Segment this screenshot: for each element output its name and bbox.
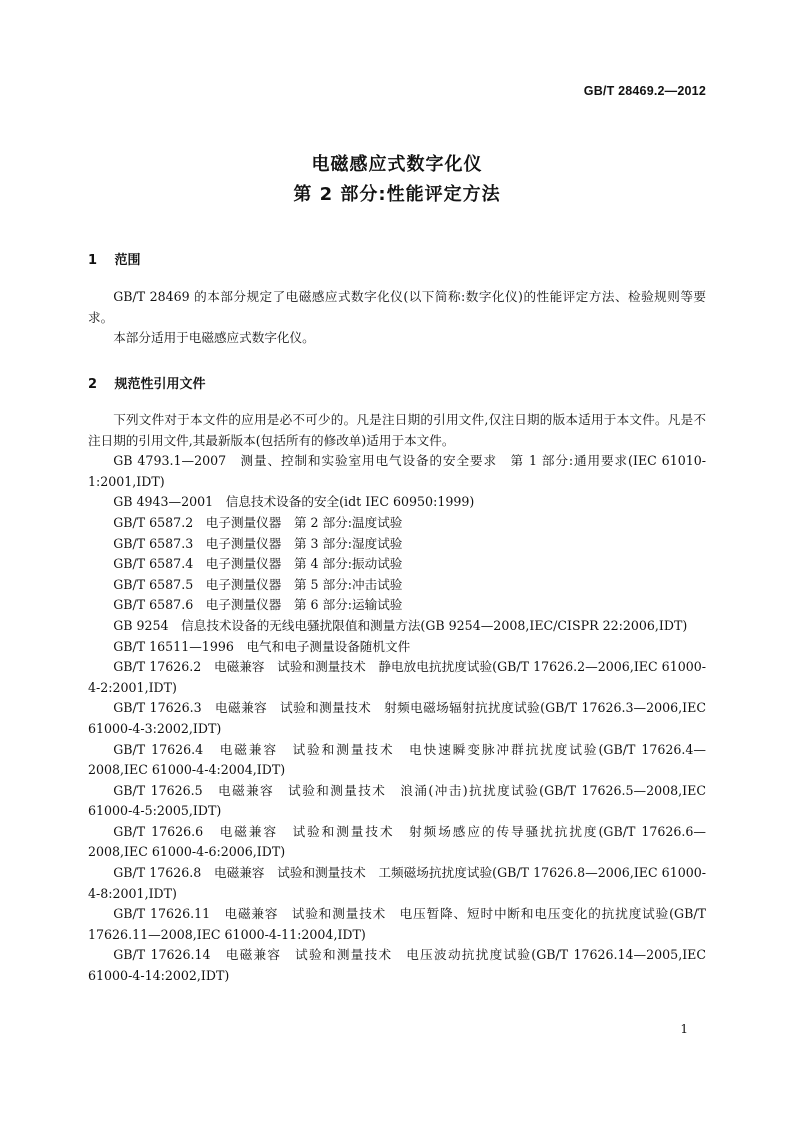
section-number: 2 [88, 377, 98, 392]
section-title: 规范性引用文件 [114, 377, 206, 392]
section-2-heading [88, 373, 206, 392]
reference-item: GB 4793.1—2007 测量、控制和实验室用电气设备的安全要求 第 1 部分:通用要求(IEC 61010-1:2001,IDT) [88, 453, 706, 489]
reference-item: GB/T 17626.4 电磁兼容 试验和测量技术 电快速瞬变脉冲群抗扰度试验(GB/T 17626.4—2008,IEC 61000-4-4:2004,IDT) [88, 741, 706, 778]
reference-item: GB/T 17626.8 电磁兼容 试验和测量技术 工频磁场抗扰度试验(GB/T 17626.8—2006,IEC 61000-4-8:2001,IDT) [88, 865, 706, 901]
reference-item: GB 4943—2001 信息技术设备的安全(idt IEC 60950:1999) [113, 494, 475, 510]
section-1-heading [88, 249, 141, 268]
reference-item: GB/T 6587.6 电子测量仪器 第 6 部分:运输试验 [113, 597, 403, 613]
reference-item: GB/T 6587.2 电子测量仪器 第 2 部分:温度试验 [113, 514, 403, 530]
paragraph: 下列文件对于本文件的应用是必不可少的。凡是注日期的引用文件,仅注日期的版本适用于本文件。凡是不注日期的引用文件,其最新版本(包括所有的修改单)适用于本文件。 [88, 412, 706, 448]
paragraph: GB/T 28469 的本部分规定了电磁感应式数字化仪(以下简称:数字化仪)的性能评定方法、检验规则等要求。 [88, 289, 706, 325]
reference-item: GB/T 17626.5 电磁兼容 试验和测量技术 浪涌(冲击)抗扰度试验(GB/T 17626.5—2008,IEC 61000-4-5:2005,IDT) [88, 782, 706, 819]
section-number: 1 [88, 253, 98, 268]
reference-item: GB/T 17626.3 电磁兼容 试验和测量技术 射频电磁场辐射抗扰度试验(GB/T 17626.3—2006,IEC 61000-4-3:2002,IDT) [88, 700, 706, 736]
paragraph: 本部分适用于电磁感应式数字化仪。 [113, 330, 315, 346]
section-2-body [88, 410, 706, 987]
section-title: 范围 [114, 253, 141, 268]
reference-item: GB/T 16511—1996 电气和电子测量设备随机文件 [113, 638, 411, 654]
reference-item: GB/T 17626.2 电磁兼容 试验和测量技术 静电放电抗扰度试验(GB/T 17626.2—2006,IEC 61000-4-2:2001,IDT) [88, 659, 706, 695]
reference-item: GB/T 6587.3 电子测量仪器 第 3 部分:湿度试验 [113, 535, 403, 551]
standard-code: GB/T 28469.2—2012 [583, 84, 706, 98]
reference-item: GB/T 17626.14 电磁兼容 试验和测量技术 电压波动抗扰度试验(GB/T 17626.14—2005,IEC 61000-4-14:2002,IDT) [88, 947, 706, 984]
document-title: 电磁感应式数字化仪 [311, 154, 483, 175]
reference-item: GB/T 17626.6 电磁兼容 试验和测量技术 射频场感应的传导骚扰抗扰度(GB/T 17626.6—2008,IEC 61000-4-6:2006,IDT) [88, 823, 706, 860]
page-number: 1 [680, 1022, 688, 1036]
reference-item: GB/T 6587.4 电子测量仪器 第 4 部分:振动试验 [113, 556, 403, 572]
section-1-body [88, 287, 706, 349]
reference-item: GB/T 6587.5 电子测量仪器 第 5 部分:冲击试验 [113, 576, 403, 592]
reference-item: GB/T 17626.11 电磁兼容 试验和测量技术 电压暂降、短时中断和电压变化的抗扰度试验(GB/T 17626.11—2008,IEC 61000-4-11:2004,IDT) [88, 906, 706, 942]
document-subtitle: 第 2 部分:性能评定方法 [293, 184, 501, 205]
reference-item: GB 9254 信息技术设备的无线电骚扰限值和测量方法(GB 9254—2008,IEC/CISPR 22:2006,IDT) [113, 617, 688, 633]
